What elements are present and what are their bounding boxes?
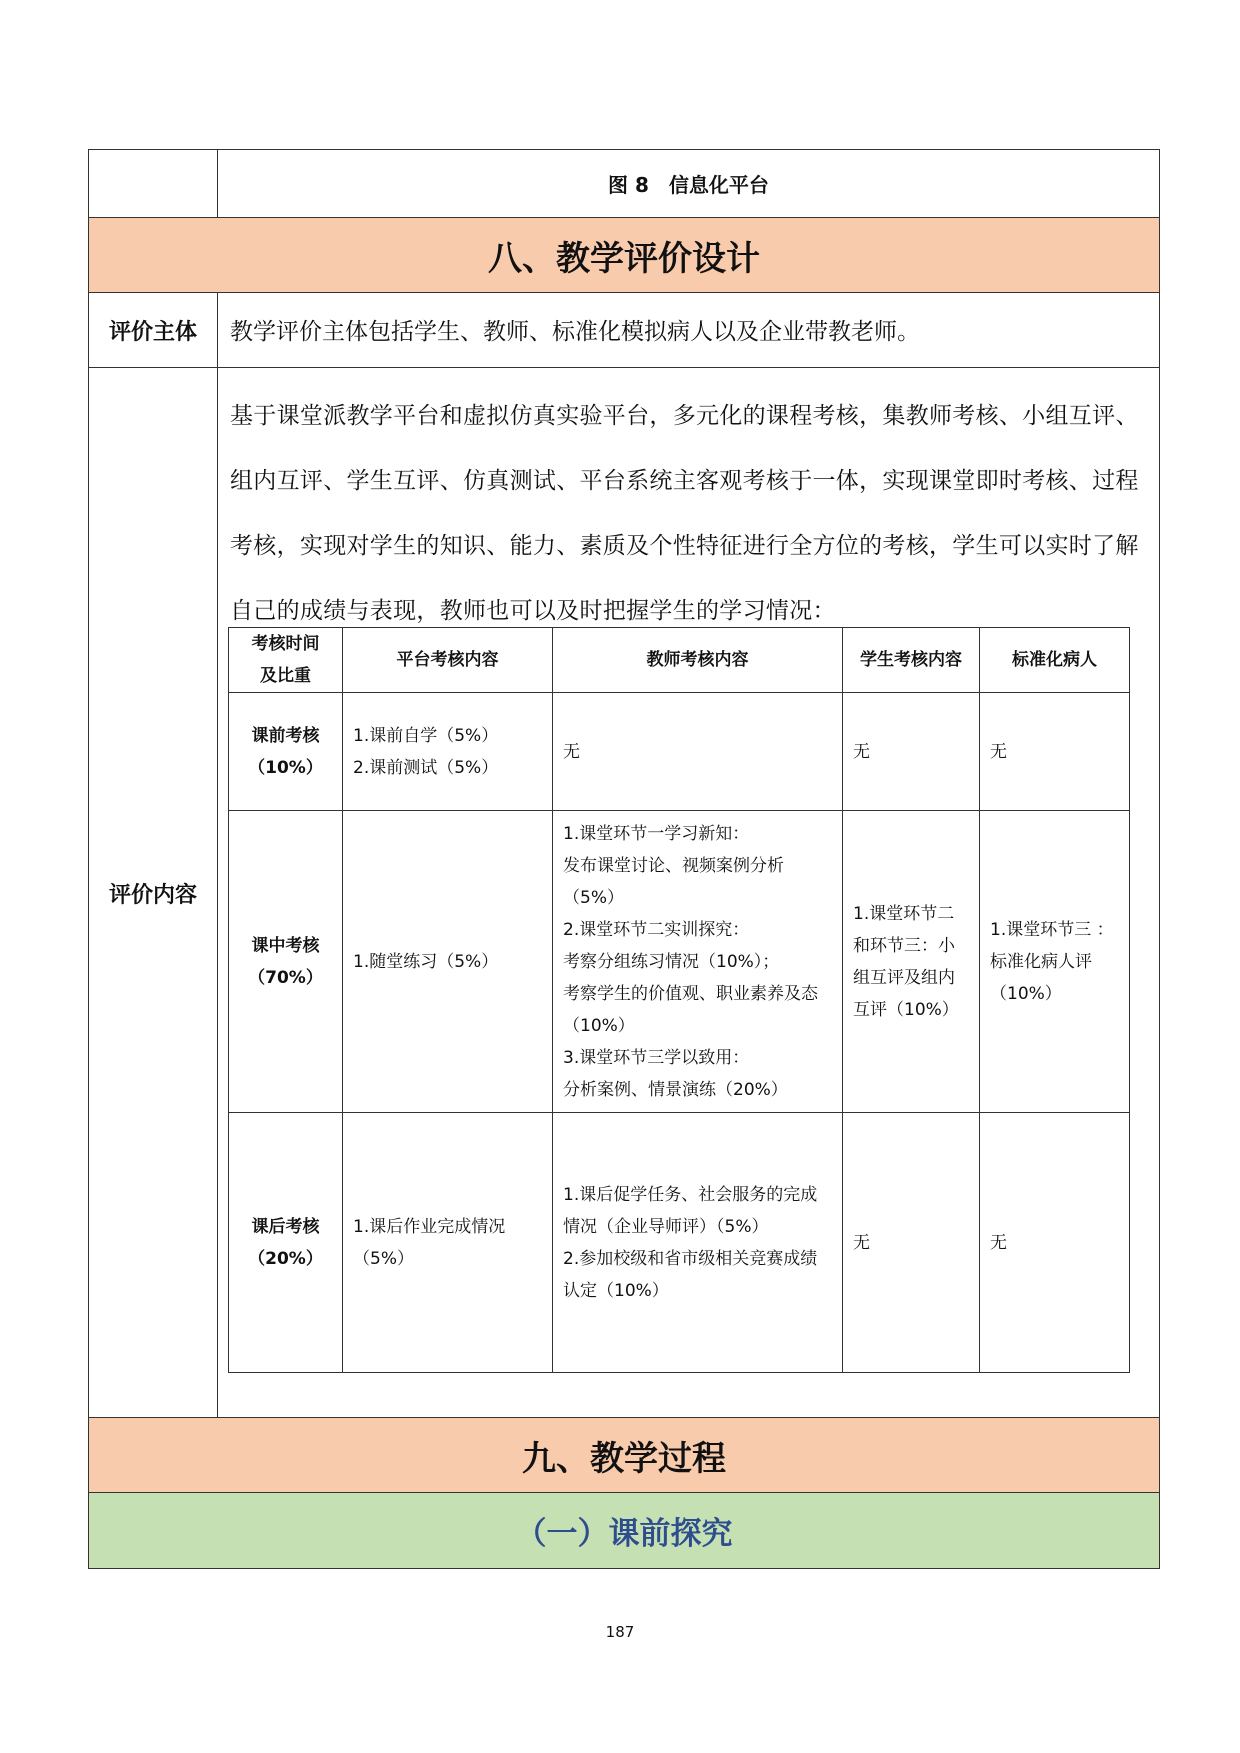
page-number: 187 <box>605 1623 635 1641</box>
cell-platform: 1.随堂练习（5%） <box>343 811 553 1113</box>
header-student: 学生考核内容 <box>843 628 980 693</box>
cell-student: 无 <box>843 693 980 811</box>
subsection-heading: （一）课前探究 <box>89 1493 1159 1568</box>
header-teacher: 教师考核内容 <box>553 628 843 693</box>
table-row <box>229 693 1130 811</box>
cell-teacher: 1.课后促学任务、社会服务的完成情况（企业导师评）（5%） 2.参加校级和省市级相关竞赛成绩认定（10%） <box>553 1113 843 1373</box>
evaluation-content-text: 基于课堂派教学平台和虚拟仿真实验平台，多元化的课程考核，集教师考核、小组互评、组内互评、学生互评、仿真测试、平台系统主客观考核于一体，实现课堂即时考核、过程考核，实现对学生的知识、能力、素质及个性特征进行全方位的考核，学生可以实时了解自己的成绩与表现，教师也可以及时把握学生的学习情况： <box>230 403 1139 624</box>
assessment-table <box>228 627 1130 1373</box>
cell-sp: 无 <box>980 693 1130 811</box>
evaluation-subject-text: 教学评价主体包括学生、教师、标准化模拟病人以及企业带教老师。 <box>230 319 920 345</box>
evaluation-subject-label: 评价主体 <box>108 319 197 345</box>
cell-student: 1.课堂环节二和环节三：小组互评及组内互评（10%） <box>843 811 980 1113</box>
column-divider <box>217 293 218 368</box>
evaluation-content-label: 评价内容 <box>108 882 197 908</box>
column-divider <box>217 368 218 1418</box>
cell-student: 无 <box>843 1113 980 1373</box>
header-platform: 平台考核内容 <box>343 628 553 693</box>
evaluation-subject-row <box>89 293 1159 368</box>
cell-time: 课前考核 （10%） <box>229 693 343 811</box>
cell-time: 课后考核 （20%） <box>229 1113 343 1373</box>
cell-time: 课中考核 （70%） <box>229 811 343 1113</box>
cell-teacher: 无 <box>553 693 843 811</box>
table-row <box>229 1113 1130 1373</box>
cell-platform: 1.课后作业完成情况（5%） <box>343 1113 553 1373</box>
header-time-weight: 考核时间 及比重 <box>229 628 343 693</box>
section-9-heading: 九、教学过程 <box>89 1418 1159 1493</box>
figure-caption: 图 8 信息化平台 <box>608 173 769 197</box>
cell-sp: 1.课堂环节三 ：标准化病人评（10%） <box>980 811 1130 1113</box>
column-divider <box>217 150 218 218</box>
cell-platform: 1.课前自学（5%） 2.课前测试（5%） <box>343 693 553 811</box>
section-8-heading: 八、教学评价设计 <box>89 218 1159 293</box>
cell-teacher: 1.课堂环节一学习新知： 发布课堂讨论、视频案例分析（5%） 2.课堂环节二实训探究： 考察分组练习情况（10%）； 考察学生的价值观、职业素养及态（10%） 3.课堂环节三学以致用： 分析案例、情景演练（20%） <box>553 811 843 1113</box>
table-header-row <box>229 628 1130 693</box>
cell-sp: 无 <box>980 1113 1130 1373</box>
table-row <box>229 811 1130 1113</box>
header-sp: 标准化病人 <box>980 628 1130 693</box>
caption-row <box>89 150 1159 218</box>
